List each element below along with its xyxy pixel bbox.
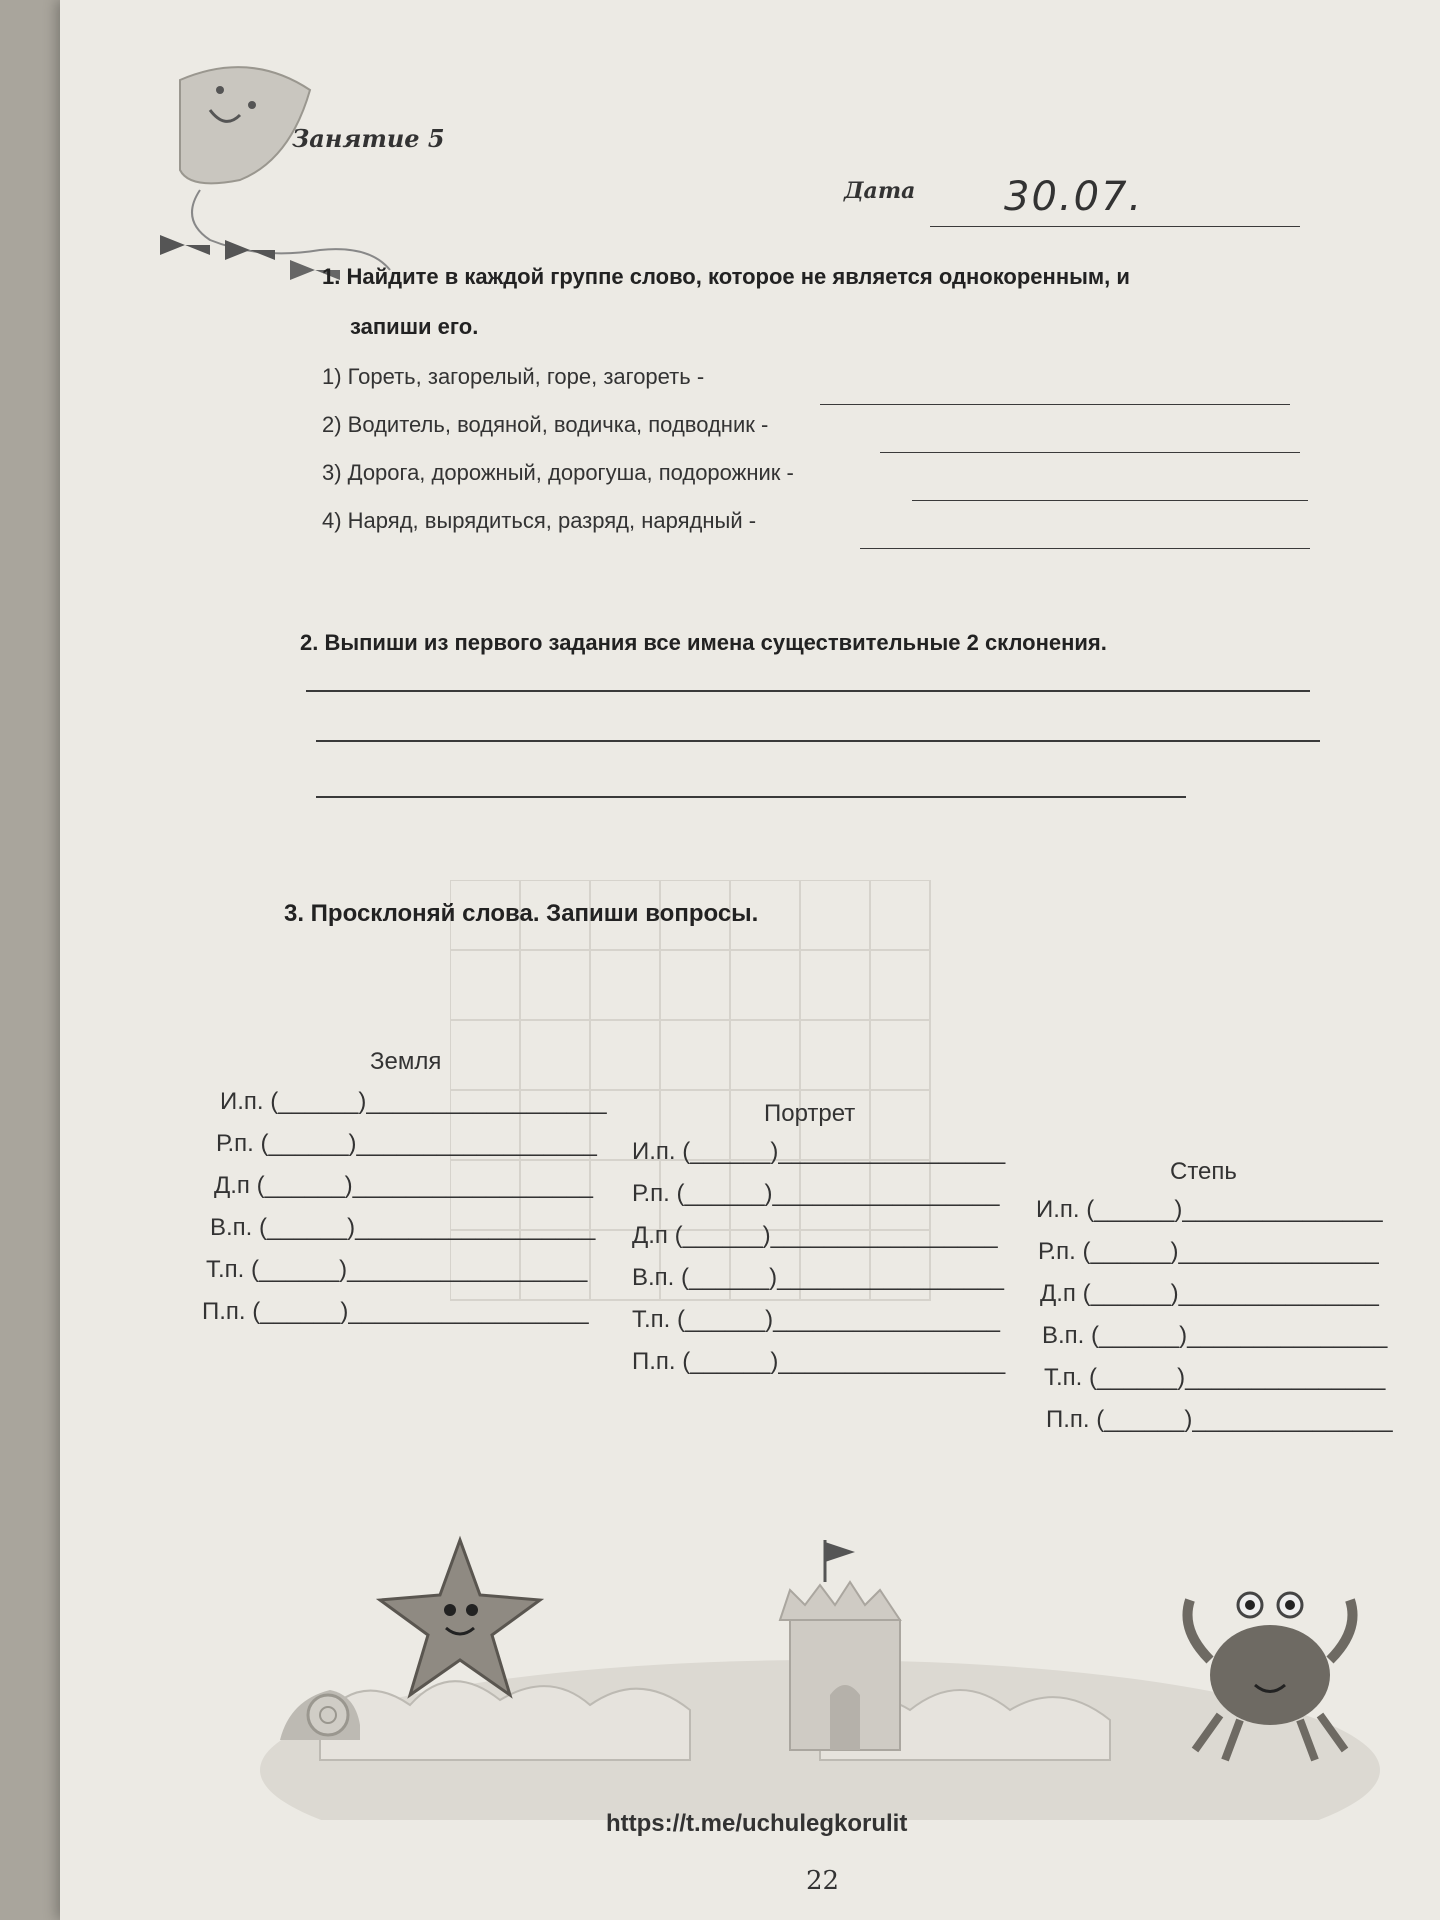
word-step: Степь xyxy=(1170,1158,1237,1185)
task1-answer-line-1[interactable] xyxy=(820,404,1290,405)
case-row[interactable]: И.п. (______)_______________ xyxy=(1036,1196,1383,1223)
case-row[interactable]: В.п. (______)_______________ xyxy=(1042,1322,1388,1349)
task1-item-3: 3) Дорога, дорожный, дорогуша, подорожник - xyxy=(322,460,794,485)
task2-answer-line-2[interactable] xyxy=(316,740,1320,742)
case-row[interactable]: И.п. (______)__________________ xyxy=(220,1088,607,1115)
task2-answer-line-1[interactable] xyxy=(306,690,1310,692)
task1-answer-line-3[interactable] xyxy=(912,500,1308,501)
beach-illustration xyxy=(260,1520,1380,1820)
case-row[interactable]: И.п. (______)_________________ xyxy=(632,1138,1006,1165)
starfish-icon xyxy=(380,1540,540,1695)
word-portret: Портрет xyxy=(764,1100,856,1127)
sandcastle-icon xyxy=(780,1540,900,1750)
lesson-title: Занятие 5 xyxy=(292,124,445,153)
task3-title: 3. Просклоняй слова. Запиши вопросы. xyxy=(284,900,759,927)
task1-title-line2: запиши его. xyxy=(350,314,479,339)
case-row[interactable]: Д.п (______)__________________ xyxy=(214,1172,593,1199)
case-row[interactable]: Р.п. (______)__________________ xyxy=(216,1130,597,1157)
case-row[interactable]: Т.п. (______)__________________ xyxy=(206,1256,588,1283)
case-row[interactable]: П.п. (______)_________________ xyxy=(632,1348,1006,1375)
workbook-page xyxy=(60,0,1440,1920)
case-row[interactable]: В.п. (______)_________________ xyxy=(632,1264,1004,1291)
case-row[interactable]: П.п. (______)_______________ xyxy=(1046,1406,1393,1433)
task2-answer-line-3[interactable] xyxy=(316,796,1186,798)
date-value[interactable]: 30.07. xyxy=(1004,174,1144,220)
footer-url[interactable]: https://t.me/uchulegkorulit xyxy=(606,1810,908,1837)
page-number: 22 xyxy=(806,1866,840,1896)
case-row[interactable]: Т.п. (______)_________________ xyxy=(632,1306,1000,1333)
case-row[interactable]: Д.п (______)_______________ xyxy=(1040,1280,1379,1307)
date-line xyxy=(930,226,1300,227)
case-row[interactable]: П.п. (______)__________________ xyxy=(202,1298,589,1325)
task1-item-4: 4) Наряд, вырядиться, разряд, нарядный - xyxy=(322,508,757,533)
task1-answer-line-2[interactable] xyxy=(880,452,1300,453)
task1-answer-line-4[interactable] xyxy=(860,548,1310,549)
task2-title: 2. Выпиши из первого задания все имена существительные 2 склонения. xyxy=(300,630,1107,655)
case-row[interactable]: Д.п (______)_________________ xyxy=(632,1222,998,1249)
case-row[interactable]: Р.п. (______)_________________ xyxy=(632,1180,1000,1207)
task1-title-line1: 1. Найдите в каждой группе слово, которое не является однокоренным, и xyxy=(322,264,1130,289)
task1-item-1: 1) Гореть, загорелый, горе, загореть - xyxy=(322,364,705,389)
word-zemlya: Земля xyxy=(370,1048,442,1075)
case-row[interactable]: Т.п. (______)_______________ xyxy=(1044,1364,1386,1391)
case-row[interactable]: Р.п. (______)_______________ xyxy=(1038,1238,1379,1265)
case-row[interactable]: В.п. (______)__________________ xyxy=(210,1214,596,1241)
task1-item-2: 2) Водитель, водяной, водичка, подводник - xyxy=(322,412,769,437)
date-label: Дата xyxy=(844,178,916,204)
